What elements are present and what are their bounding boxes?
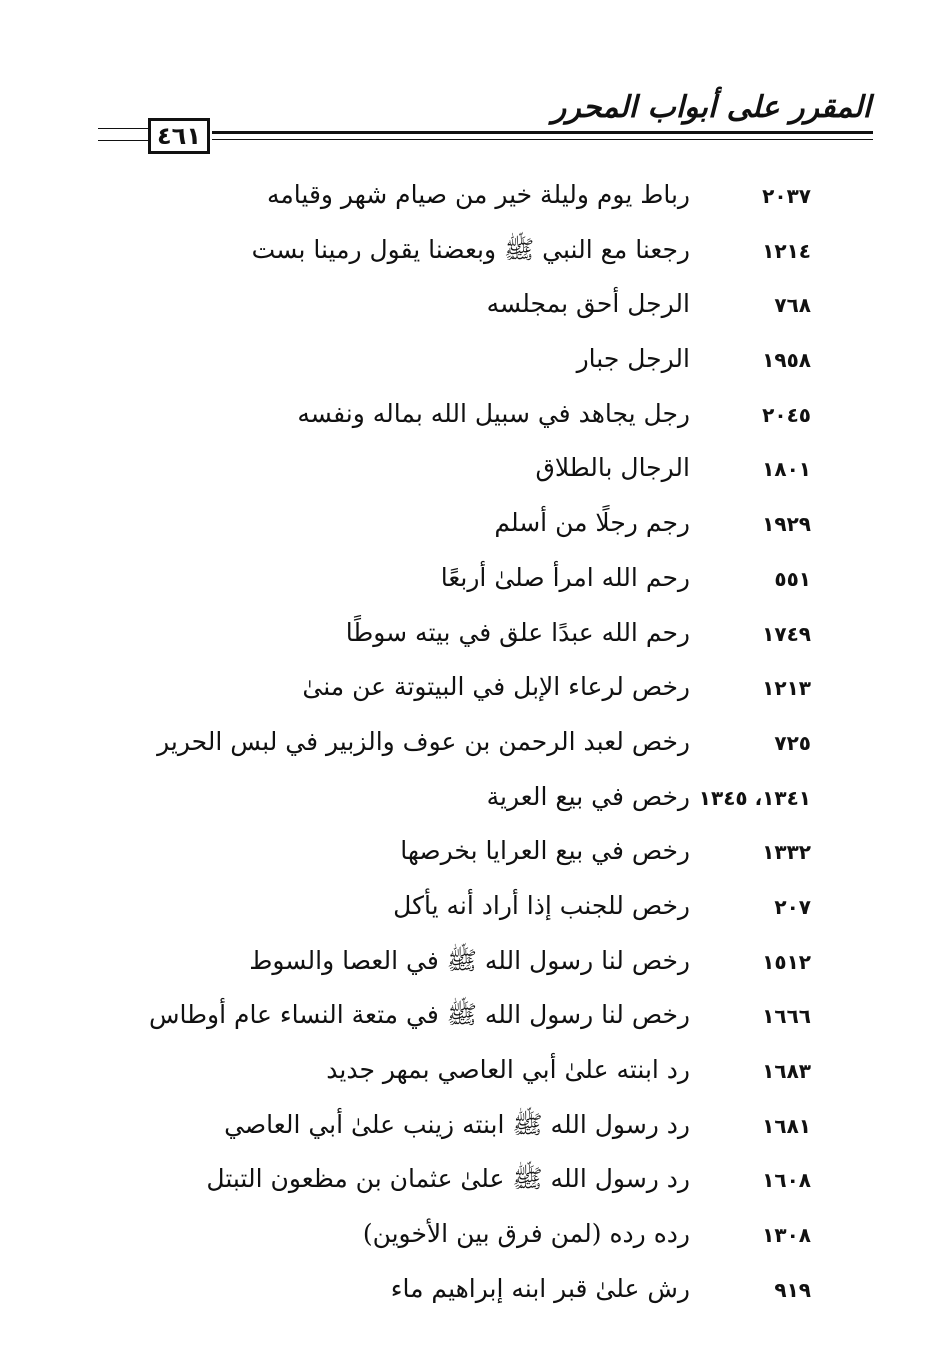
entry-text: رده رده (لمن فرق بين الأخوين) [362,1219,690,1249]
index-entry [0,1213,933,1268]
index-entry [0,283,933,338]
entry-text: رحم الله عبدًا علق في بيته سوطًا [345,617,690,647]
entry-text: رباط يوم وليلة خير من صيام شهر وقيامه [267,180,690,209]
entry-text: رش علىٰ قبر ابنه إبراهيم ماء [390,1273,690,1303]
entry-reference-number: ٢٠٤٥ [762,402,811,427]
entry-reference-number: ١٧٤٩ [762,621,811,646]
entry-text: رد ابنته علىٰ أبي العاصي بمهر جديد [326,1055,690,1084]
header-rule-left-upper [98,128,148,129]
entry-reference-number: ١٩٥٨ [762,348,811,373]
index-entry [0,776,933,831]
index-entry [0,1158,933,1213]
entry-reference-number: ٢٠٣٧ [762,184,811,208]
index-entry [0,612,933,667]
index-entry [0,1104,933,1159]
entry-reference-number: ١٦٨١ [762,1113,811,1138]
entry-text: رخص في بيع العرايا بخرصها [400,836,690,866]
index-entry [0,338,933,393]
index-entry [0,393,933,448]
index-entry [0,502,933,557]
header-rule-thin [212,139,873,140]
entry-text: رخص لرعاء الإبل في البيتوتة عن منىٰ [302,672,690,702]
entry-reference-number: ١٣٣٢ [762,840,811,865]
entry-text: رخص لنا رسول الله ﷺ في العصا والسوط [249,945,690,975]
entry-text: رد رسول الله ﷺ علىٰ عثمان بن مظعون التبتل [206,1164,690,1194]
index-entry [0,174,933,229]
index-entry [0,447,933,502]
entry-text: رخص لعبد الرحمن بن عوف والزبير في لبس الحرير [157,726,690,756]
entry-reference-number: ١٦٦٦ [762,1004,811,1029]
header-rule-thick [212,131,873,134]
entry-reference-number: ١٦٠٨ [762,1168,811,1193]
entry-text: رجعنا مع النبي ﷺ وبعضنا يقول رمينا بست [251,234,690,264]
entry-text: رخص في بيع العرية [486,781,690,811]
entry-reference-number: ١٣٠٨ [762,1223,811,1248]
entry-text: رجل يجاهد في سبيل الله بماله ونفسه [297,398,690,428]
entry-text: رحم الله امرأ صلىٰ أربعًا [440,562,690,592]
entry-reference-number: ٩١٩ [774,1277,811,1302]
entry-text: رخص للجنب إذا أراد أنه يأكل [393,890,690,920]
index-entry [0,830,933,885]
entry-text: الرجل أحق بمجلسه [486,289,690,319]
entry-reference-number: ١٢١٣ [762,676,811,701]
index-entry [0,885,933,940]
entry-reference-number: ١٥١٢ [762,949,811,974]
running-title: المقرر على أبواب المحرر [551,90,871,125]
entry-reference-number: ٢٠٧ [774,894,811,919]
entry-text: رد رسول الله ﷺ ابنته زينب علىٰ أبي العاصي [224,1109,690,1139]
index-entry [0,666,933,721]
index-entries [0,174,933,1322]
entry-reference-number: ١٦٨٣ [762,1059,811,1083]
entry-reference-number: ٥٥١ [774,566,811,591]
entry-reference-number: ١٩٢٩ [762,512,811,537]
index-entry [0,994,933,1049]
entry-text: الرجال بالطلاق [535,453,690,483]
page-header [0,0,933,175]
page-number: ٤٦١ [148,118,210,154]
index-entry [0,557,933,612]
entry-text: رخص لنا رسول الله ﷺ في متعة النساء عام أوطاس [148,1000,690,1030]
index-entry [0,229,933,284]
index-entry [0,721,933,776]
index-entry [0,1049,933,1104]
entry-reference-number: ٧٦٨ [774,293,811,318]
entry-reference-number: ١٨٠١ [762,457,811,482]
entry-reference-number: ١٣٤١، ١٣٤٥ [698,785,811,810]
entry-reference-number: ١٢١٤ [762,238,811,263]
entry-reference-number: ٧٢٥ [774,730,811,755]
index-entry [0,940,933,995]
entry-text: الرجل جبار [576,344,690,374]
entry-text: رجم رجلًا من أسلم [494,508,690,538]
header-rule-left-lower [98,140,148,141]
index-entry [0,1268,933,1323]
